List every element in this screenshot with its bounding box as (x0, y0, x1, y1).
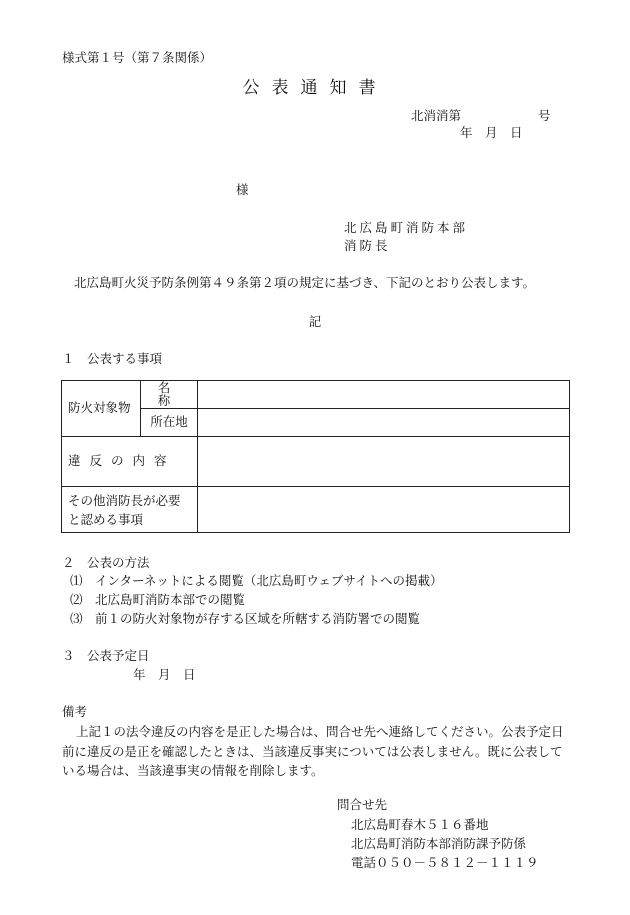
ki-heading: 記 (308, 314, 322, 329)
document-title: 公表通知書 (242, 78, 388, 98)
object-label: 防火対象物 (62, 381, 141, 437)
method-item: ⑵ 北広島町消防本部での閲覧 (70, 592, 246, 607)
public-items-table (61, 380, 570, 533)
doc-number-label: 北消消第 (411, 108, 462, 123)
section1-heading: １ 公表する事項 (62, 351, 163, 366)
section2-heading: ２ 公表の方法 (62, 555, 150, 570)
other-value (198, 487, 570, 533)
violation-label: 違反の内容 (62, 437, 198, 487)
name-value (198, 381, 570, 409)
name-label: 名 称 (141, 381, 198, 409)
issuer-organization: 北広島町消防本部 (344, 220, 469, 235)
doc-number-suffix: 号 (538, 108, 551, 123)
remarks-title: 備考 (62, 704, 88, 719)
recipient-honorific: 様 (236, 182, 249, 197)
scheduled-date: 年 月 日 (133, 667, 196, 682)
issuer-role: 消防長 (344, 238, 391, 253)
form-number: 様式第１号（第７条関係） (62, 50, 213, 65)
method-item: ⑴ インターネットによる閲覧（北広島町ウェブサイトへの掲載） (70, 573, 443, 588)
contact-department: 北広島町消防本部消防課予防係 (351, 836, 527, 851)
method-item: ⑶ 前１の防火対象物が存する区域を所轄する消防署での閲覧 (70, 611, 421, 626)
contact-label: 問合せ先 (337, 797, 388, 812)
other-label: その他消防長が必要と認める事項 (62, 487, 198, 533)
intro-text: 北広島町火災予防条例第４９条第２項の規定に基づき、下記のとおり公表します。 (74, 275, 536, 290)
issue-date: 年 月 日 (460, 125, 523, 140)
section3-heading: ３ 公表予定日 (62, 648, 150, 663)
contact-phone: 電話０５０－５８１２－１１１９ (351, 855, 539, 870)
address-label: 所在地 (141, 409, 198, 437)
address-value (198, 409, 570, 437)
violation-value (198, 437, 570, 487)
remarks-text: 上記１の法令違反の内容を是正した場合は、問合せ先へ連絡してください。公表予定日前に違反の是正を確認したときは、当該違反事実については公表しません。既に公表している場合は、当該違事実の情報を削除します。 (62, 724, 564, 778)
contact-address: 北広島町春木５１６番地 (351, 817, 489, 832)
